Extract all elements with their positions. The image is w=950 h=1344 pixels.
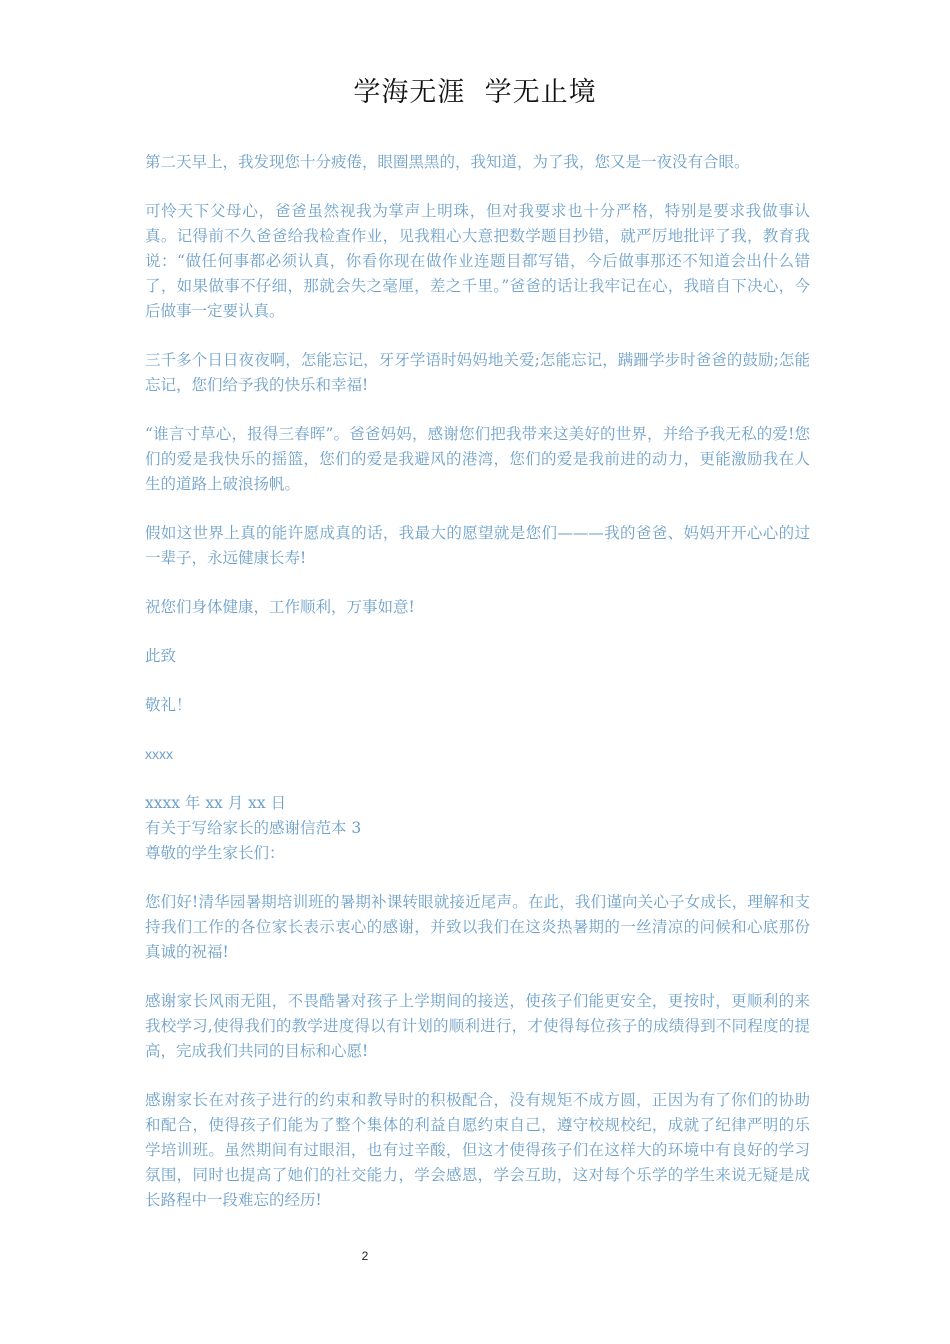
paragraph: 可怜天下父母心，爸爸虽然视我为掌声上明珠，但对我要求也十分严格，特别是要求我做事认真。记得前不久爸爸给我检查作业，见我粗心大意把数学题目抄错，就严厉地批评了我，教育我说：“做任何事都必须认真，你看你现在做作业连题目都写错，今后做事那还不知道会出什么错了，如果做事不仔细，那就会失之毫厘，差之千里。”爸爸的话让我牢记在心，我暗自下决心，今后做事一定要认真。 — [145, 202, 810, 320]
page-header-title: 学海无涯 学无止境 — [353, 77, 597, 108]
paragraph: 感谢家长在对孩子进行的约束和教导时的积极配合，没有规矩不成方圆，正因为有了你们的协助和配合，使得孩子们能为了整个集体的利益自愿约束自己，遵守校规校纪，成就了纪律严明的乐学培训班。虽然期间有过眼泪，也有过辛酸，但这才使得孩子们在这样大的环境中有良好的学习氛围，同时也提高了她们的社交能力，学会感恩，学会互助，这对每个乐学的学生来说无疑是成长路程中一段难忘的经历! — [145, 1091, 810, 1209]
closing-wish: 祝您们身体健康，工作顺利，万事如意! — [145, 598, 415, 616]
paragraph: 假如这世界上真的能许愿成真的话，我最大的愿望就是您们———我的爸爸、妈妈开开心心的过一辈子，永远健康长寿! — [145, 524, 810, 567]
salutation: 尊敬的学生家长们： — [145, 844, 285, 862]
paragraph: 第二天早上，我发现您十分疲倦，眼圈黑黑的，我知道，为了我，您又是一夜没有合眼。 — [145, 153, 750, 171]
closing-cizhi: 此致 — [145, 647, 177, 665]
section-title: 有关于写给家长的感谢信范本 3 — [145, 819, 362, 837]
paragraph: 三千多个日日夜夜啊，怎能忘记，牙牙学语时妈妈地关爱;怎能忘记，蹒跚学步时爸爸的鼓励;怎能忘记，您们给予我的快乐和幸福! — [145, 351, 810, 394]
signature: xxxx — [145, 746, 173, 762]
closing-jingli: 敬礼！ — [145, 696, 192, 714]
paragraph: 感谢家长风雨无阻，不畏酷暑对孩子上学期间的接送，使孩子们能更安全，更按时，更顺利的来我校学习,使得我们的教学进度得以有计划的顺利进行，才使得每位孩子的成绩得到不同程度的提高，完成我们共同的目标和心愿! — [145, 992, 810, 1060]
date-line: xxxx 年 xx 月 xx 日 — [145, 794, 287, 812]
page-number: 2 — [361, 1249, 369, 1263]
paragraph: 您们好!清华园暑期培训班的暑期补课转眼就接近尾声。在此，我们谨向关心子女成长，理解和支持我们工作的各位家长表示衷心的感谢，并致以我们在这炎热暑期的一丝清凉的问候和心底那份真诚的祝福! — [145, 893, 810, 961]
letter-body — [145, 150, 810, 1237]
paragraph: “谁言寸草心，报得三春晖”。爸爸妈妈，感谢您们把我带来这美好的世界，并给予我无私的爱!您们的爱是我快乐的摇篮，您们的爱是我避风的港湾，您们的爱是我前进的动力，更能激励我在人生的道路上破浪扬帆。 — [145, 425, 810, 493]
